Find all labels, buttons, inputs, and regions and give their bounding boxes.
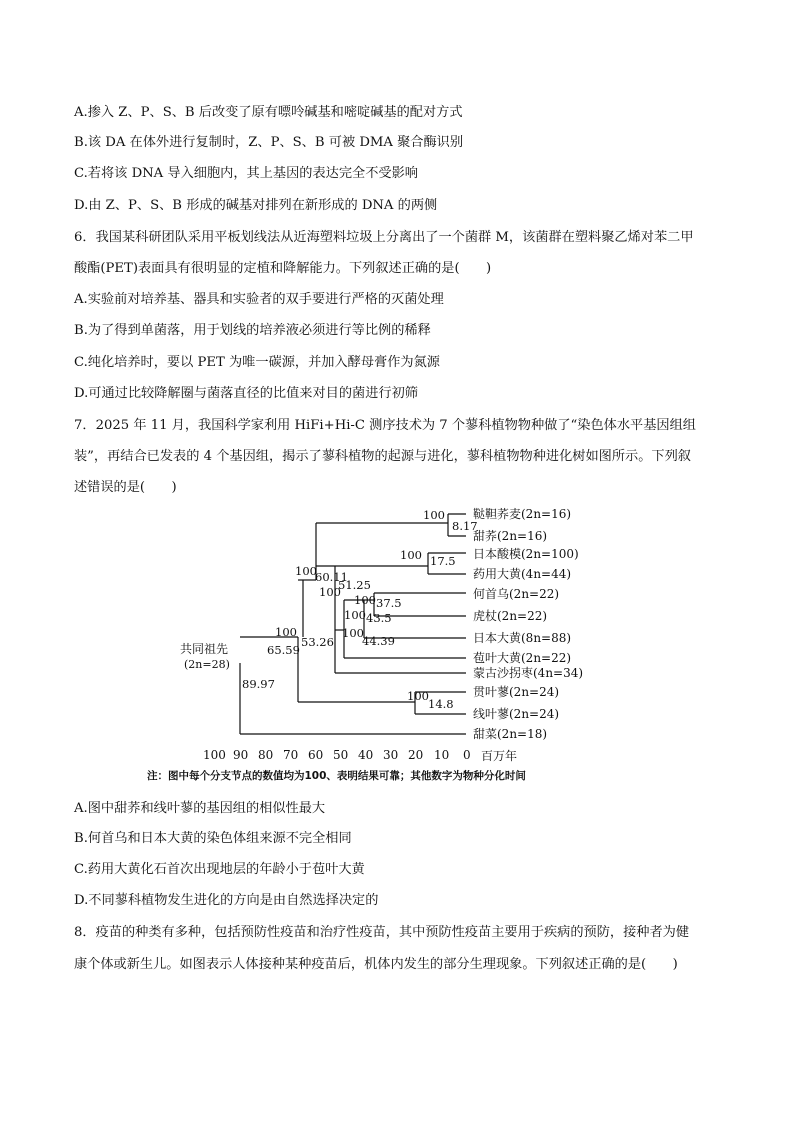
axis-unit: 百万年 bbox=[481, 749, 518, 763]
support-label: 100 bbox=[295, 564, 317, 578]
support-label: 100 bbox=[344, 608, 366, 622]
support-label: 100 bbox=[275, 625, 297, 639]
axis-tick-label: 20 bbox=[408, 748, 424, 762]
support-label: 100 bbox=[400, 548, 422, 562]
figure-note: 注：图中每个分支节点的数值均为100、表明结果可靠；其他数字为物种分化时间 bbox=[147, 770, 526, 782]
axis-tick-label: 80 bbox=[258, 748, 274, 762]
q8-stem-line1: 8．疫苗的种类有多种，包括预防性疫苗和治疗性疫苗，其中预防性疫苗主要用于疾病的预防，接种者为健 bbox=[74, 925, 690, 940]
axis-tick-label: 70 bbox=[283, 748, 299, 762]
root-ploidy: (2n=28) bbox=[184, 658, 230, 671]
divergence-time: 89.97 bbox=[242, 677, 275, 691]
divergence-time: 43.5 bbox=[366, 611, 392, 625]
axis-tick-label: 90 bbox=[233, 748, 249, 762]
axis-tick-label: 60 bbox=[308, 748, 324, 762]
q8-stem-line2: 康个体或新生儿。如图表示人体接种某种疫苗后，机体内发生的部分生理现象。下列叙述正确的是( ) bbox=[74, 957, 678, 972]
taxon-label: 虎杖(2n=22) bbox=[473, 609, 548, 623]
q7-stem-line2: 装”，再结合已发表的 4 个基因组，揭示了蓼科植物的起源与进化，蓼科植物物种进化树如图所示。下列叙 bbox=[74, 449, 691, 464]
taxon-label: 甜荞(2n=16) bbox=[473, 529, 548, 543]
taxon-label: 贯叶蓼(2n=24) bbox=[473, 685, 560, 699]
q7-option-d: D.不同蓼科植物发生进化的方向是由自然选择决定的 bbox=[74, 893, 379, 908]
time-axis bbox=[203, 748, 517, 763]
root-label: 共同祖先 bbox=[180, 642, 229, 656]
axis-tick-label: 0 bbox=[463, 748, 471, 762]
support-label: 100 bbox=[423, 508, 445, 522]
divergence-time: 17.5 bbox=[430, 554, 456, 568]
q7-option-a: A.图中甜荞和线叶蓼的基因组的相似性最大 bbox=[74, 801, 326, 816]
taxon-label: 日本酸模(2n=100) bbox=[473, 547, 579, 561]
support-label: 100 bbox=[407, 689, 429, 703]
axis-tick-label: 40 bbox=[358, 748, 374, 762]
taxon-label: 日本大黄(8n=88) bbox=[473, 631, 572, 645]
divergence-time: 53.26 bbox=[301, 635, 334, 649]
phylogenetic-tree-figure bbox=[170, 500, 630, 768]
divergence-time: 44.39 bbox=[362, 634, 395, 648]
axis-tick-label: 100 bbox=[203, 748, 226, 762]
divergence-time: 14.8 bbox=[428, 697, 454, 711]
taxon-label: 何首乌(2n=22) bbox=[473, 587, 560, 601]
divergence-time: 51.25 bbox=[338, 578, 371, 592]
divergence-time: 65.59 bbox=[267, 643, 300, 657]
divergence-time: 60.11 bbox=[315, 570, 348, 584]
taxon-label: 甜菜(2n=18) bbox=[473, 727, 548, 741]
taxon-label: 药用大黄(4n=44) bbox=[473, 567, 572, 581]
q7-option-b: B.何首乌和日本大黄的染色体组来源不完全相同 bbox=[74, 831, 352, 846]
q5-option-b: B.该 DA 在体外进行复制时，Z、P、S、B 可被 DMA 聚合酶识别 bbox=[74, 135, 464, 150]
axis-tick-label: 10 bbox=[434, 748, 450, 762]
divergence-time: 8.17 bbox=[452, 519, 478, 533]
taxon-label: 苞叶大黄(2n=22) bbox=[473, 651, 572, 665]
q5-option-c: C.若将该 DNA 导入细胞内，其上基因的表达完全不受影响 bbox=[74, 166, 418, 181]
q6-stem-line1: 6．我国某科研团队采用平板划线法从近海塑料垃圾上分离出了一个菌群 M，该菌群在塑料聚乙烯对苯二甲 bbox=[74, 230, 694, 245]
q7-stem-line1: 7．2025 年 11 月，我国科学家利用 HiFi+Hi-C 测序技术为 7 个蓼科植物物种做了“染色体水平基因组组 bbox=[74, 418, 696, 433]
support-label: 100 bbox=[342, 626, 364, 640]
taxon-label: 线叶蓼(2n=24) bbox=[473, 707, 560, 721]
taxon-label: 鞑靼荞麦(2n=16) bbox=[473, 507, 572, 521]
q6-option-a: A.实验前对培养基、器具和实验者的双手要进行严格的灭菌处理 bbox=[74, 292, 444, 307]
q6-option-d: D.可通过比较降解圈与菌落直径的比值来对目的菌进行初筛 bbox=[74, 386, 418, 401]
support-label: 100 bbox=[319, 585, 341, 599]
q7-stem-line3: 述错误的是( ) bbox=[74, 480, 177, 495]
q6-option-c: C.纯化培养时，要以 PET 为唯一碳源，并加入酵母膏作为氮源 bbox=[74, 355, 440, 370]
q6-stem-line2: 酸酯(PET)表面具有很明显的定植和降解能力。下列叙述正确的是( ) bbox=[74, 261, 492, 276]
axis-tick-label: 50 bbox=[333, 748, 349, 762]
divergence-time: 37.5 bbox=[376, 596, 402, 610]
q5-option-d: D.由 Z、P、S、B 形成的碱基对排列在新形成的 DNA 的两侧 bbox=[74, 198, 438, 213]
axis-tick-label: 30 bbox=[383, 748, 399, 762]
q6-option-b: B.为了得到单菌落，用于划线的培养液必须进行等比例的稀释 bbox=[74, 323, 431, 338]
q7-option-c: C.药用大黄化石首次出现地层的年龄小于苞叶大黄 bbox=[74, 862, 365, 877]
taxon-label: 蒙古沙拐枣(4n=34) bbox=[473, 666, 584, 680]
q5-option-a: A.掺入 Z、P、S、B 后改变了原有嘌呤碱基和嘧啶碱基的配对方式 bbox=[74, 105, 463, 120]
support-label: 100 bbox=[354, 593, 376, 607]
